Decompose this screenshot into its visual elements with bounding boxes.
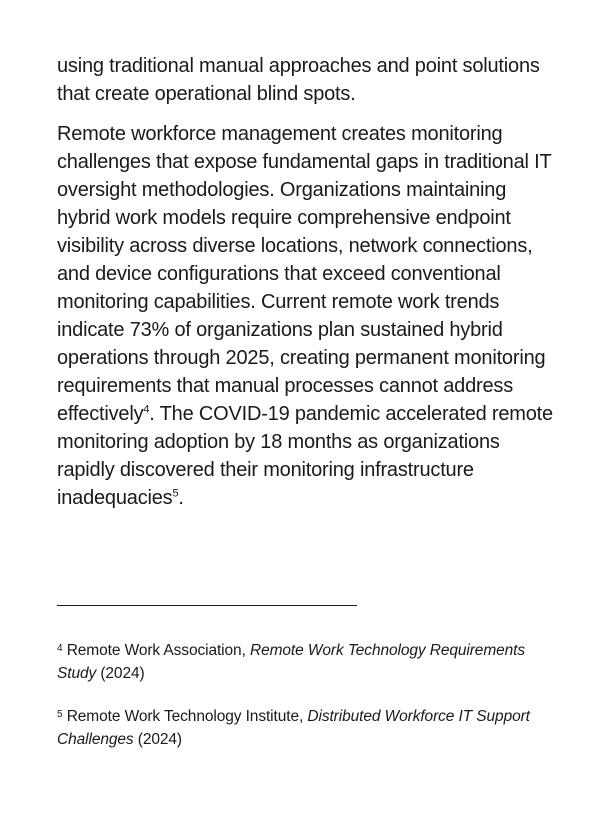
footnote-number: 5 [57,709,63,720]
footnote-year: (2024) [133,731,182,748]
footnote-year: (2024) [96,665,145,682]
paragraph-text: . [178,487,184,509]
footnote-reference-5[interactable]: 5 [172,487,179,500]
footnote-reference-4[interactable]: 4 [143,403,150,416]
footnote-title: Distributed Workforce IT Support Challenges [57,708,530,748]
footnotes-section [57,639,547,751]
footnote-separator [57,605,357,606]
footnote-5 [57,705,547,751]
footnote-author: Remote Work Technology Institute, [66,708,308,725]
paragraph-continuation: using traditional manual approaches and point solutions that create operational blind spots. [57,55,540,105]
footnote-author: Remote Work Association, [66,642,250,659]
footnote-title: Remote Work Technology Requirements Study [57,642,526,682]
document-body [57,52,557,512]
footnote-4 [57,639,547,685]
paragraph-text: Remote workforce management creates monitoring challenges that expose fundamental gaps in traditional IT oversight methodologies. Organizations maintaining hybrid work models require comprehensive endpoint visibility across diverse locations, network connections, and device configurations that exceed conventional monitoring capabilities. Current remote work trends indicate 73% of organizations plan sustained hybrid operations through 2025, creating permanent monitoring requirements that manual processes cannot address effectively [57,123,552,425]
footnote-number: 4 [57,643,63,654]
paragraph-remote-workforce [57,120,557,512]
paragraph-text: . The COVID-19 pandemic accelerated remote monitoring adoption by 18 months as organizations rapidly discovered their monitoring infrastructure inadequacies [57,403,553,509]
